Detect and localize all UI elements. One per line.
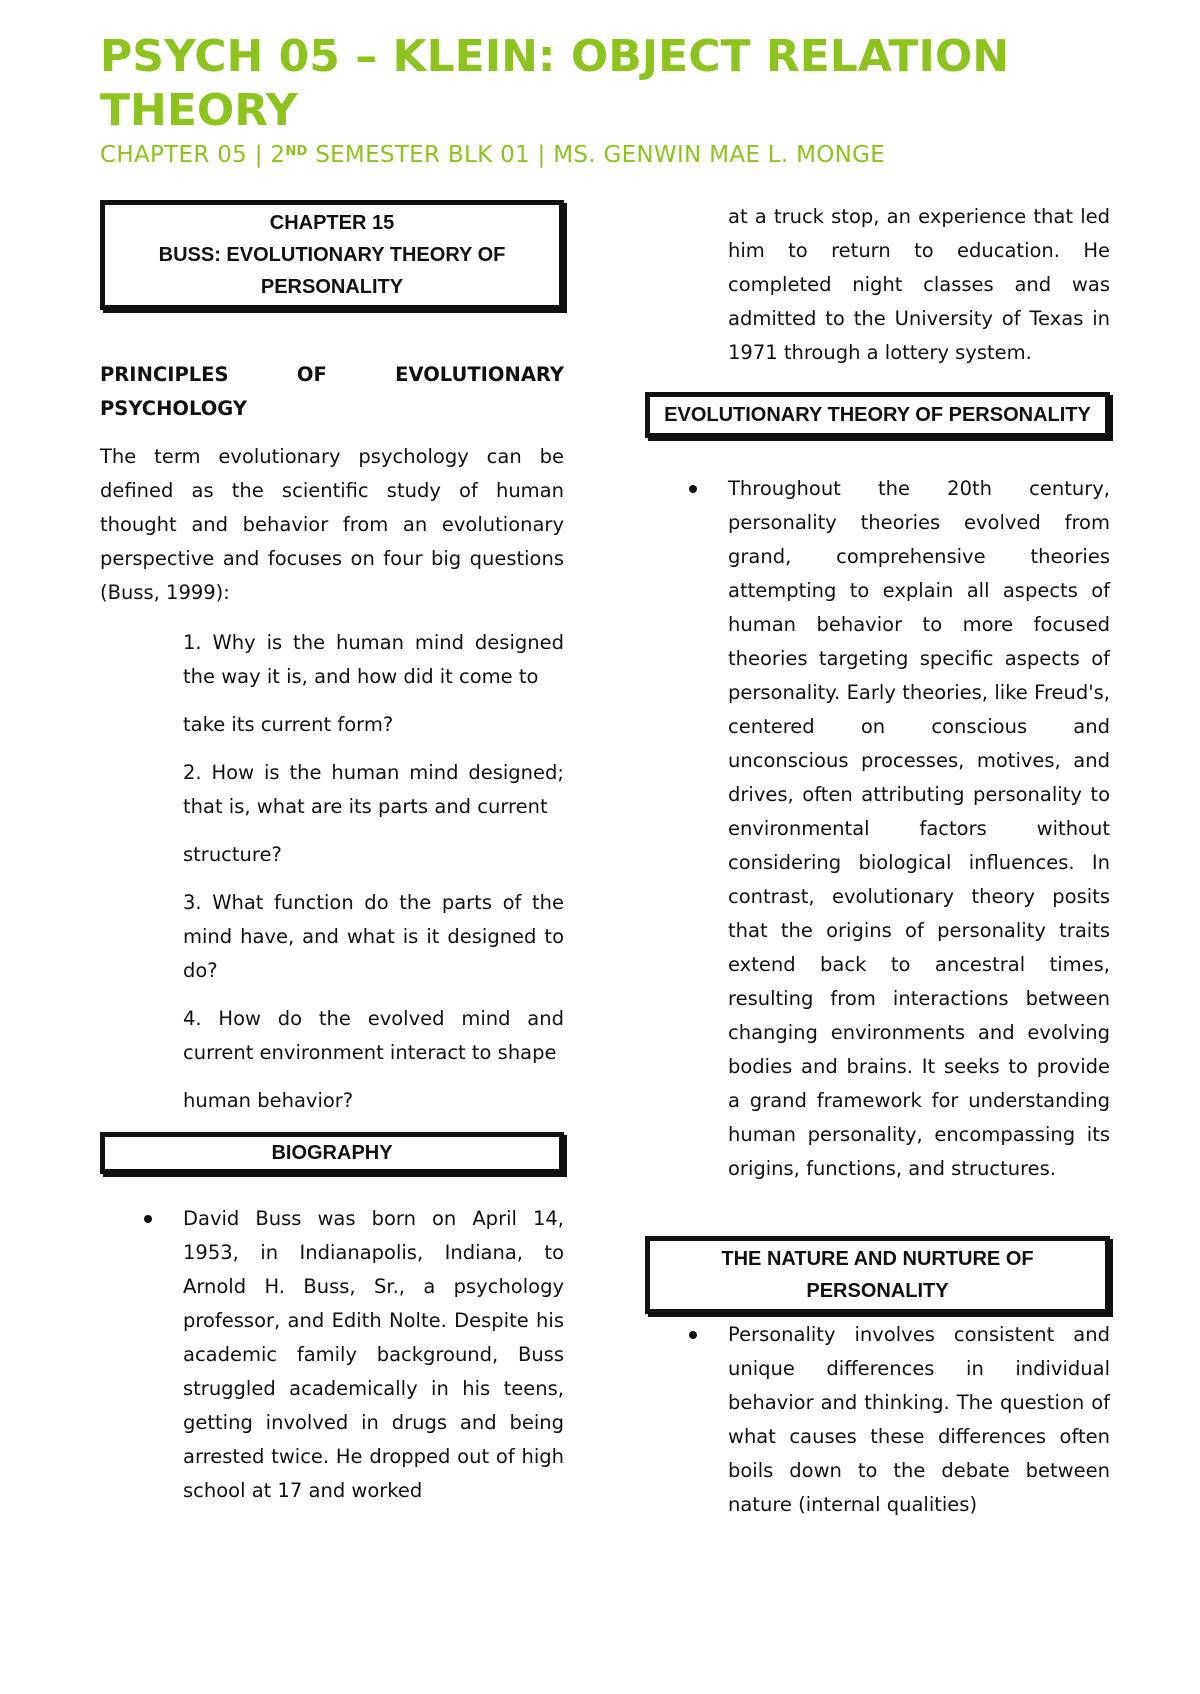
biography-heading: BIOGRAPHY bbox=[271, 1142, 393, 1164]
page-header bbox=[100, 30, 1120, 170]
evolutionary-theory-text: Throughout the 20th century, personality theories evolved from grand, comprehensive theories attempting to explain all aspects of human behavior to more focused theories targeting specific aspects of personality. Early theories, like Freud's, centered on conscious and unconscious processes, motives, and drives, often attributing personality to environmental factors without considering biological influences. In contrast, evolutionary theory posits that the origins of personality traits extend back to ancestral times, resulting from interactions between changing environments and evolving bodies and brains. It seeks to provide a grand framework for understanding human personality, encompassing its origins, functions, and structures. bbox=[728, 477, 1110, 1180]
biography-text: David Buss was born on April 14, 1953, in Indianapolis, Indiana, to Arnold H. Buss, Sr., a psychology professor, and Edith Nolte. Despite his academic family background, Buss struggled academically in his teens, getting involved in drugs and being arrested twice. He dropped out of high school at 17 and worked bbox=[183, 1207, 564, 1502]
question-1-part-b: take its current form? bbox=[183, 713, 394, 736]
principles-intro: The term evolutionary psychology can be defined as the scientific study of human thought and behavior from an evolutionary perspective and focuses on four big questions (Buss, 1999): bbox=[100, 445, 564, 604]
evolutionary-theory-box bbox=[645, 392, 1110, 438]
nature-nurture-list-item bbox=[645, 1318, 1110, 1522]
bullet-icon bbox=[689, 485, 697, 493]
principles-heading: PRINCIPLES OF EVOLUTIONARY PSYCHOLOGY bbox=[100, 363, 564, 420]
question-4-part-b: human behavior? bbox=[183, 1089, 354, 1112]
chapter-number: CHAPTER 15 bbox=[269, 212, 395, 234]
right-column bbox=[645, 200, 1110, 1522]
question-1-part-a: 1. Why is the human mind designed the way it is, and how did it come to bbox=[183, 631, 564, 688]
question-2-part-b: structure? bbox=[183, 843, 282, 866]
biography-list-item bbox=[100, 1202, 564, 1508]
nature-nurture-text: Personality involves consistent and unique differences in individual behavior and thinking. The question of what causes these differences often boils down to the debate between nature (internal qualities) bbox=[728, 1323, 1110, 1516]
subtitle-prefix: CHAPTER 05 | 2 bbox=[100, 142, 286, 168]
question-3: 3. What function do the parts of the mind have, and what is it designed to do? bbox=[183, 891, 564, 982]
evolutionary-theory-heading: EVOLUTIONARY THEORY OF PERSONALITY bbox=[664, 404, 1091, 426]
chapter-box bbox=[100, 200, 564, 310]
bullet-icon bbox=[144, 1215, 152, 1223]
subtitle-suffix: SEMESTER BLK 01 | MS. GENWIN MAE L. MONGE bbox=[307, 142, 886, 168]
biography-continued: at a truck stop, an experience that led him to return to education. He completed night classes and was admitted to the University of Texas in 1971 through a lottery system. bbox=[728, 205, 1110, 364]
biography-heading-box bbox=[100, 1132, 564, 1174]
evolutionary-theory-list-item bbox=[645, 472, 1110, 1186]
nature-nurture-heading: THE NATURE AND NURTURE OF PERSONALITY bbox=[721, 1248, 1034, 1302]
bullet-icon bbox=[689, 1331, 697, 1339]
nature-nurture-box bbox=[645, 1236, 1110, 1314]
left-column bbox=[100, 200, 564, 1508]
page-subtitle bbox=[100, 140, 1120, 170]
question-4-part-a: 4. How do the evolved mind and current environment interact to shape bbox=[183, 1007, 564, 1064]
page-title: PSYCH 05 – KLEIN: OBJECT RELATION THEORY bbox=[100, 31, 1010, 136]
question-2-part-a: 2. How is the human mind designed; that is, what are its parts and current bbox=[183, 761, 564, 818]
chapter-title: BUSS: EVOLUTIONARY THEORY OF PERSONALITY bbox=[158, 244, 506, 298]
subtitle-superscript: ND bbox=[285, 144, 308, 159]
